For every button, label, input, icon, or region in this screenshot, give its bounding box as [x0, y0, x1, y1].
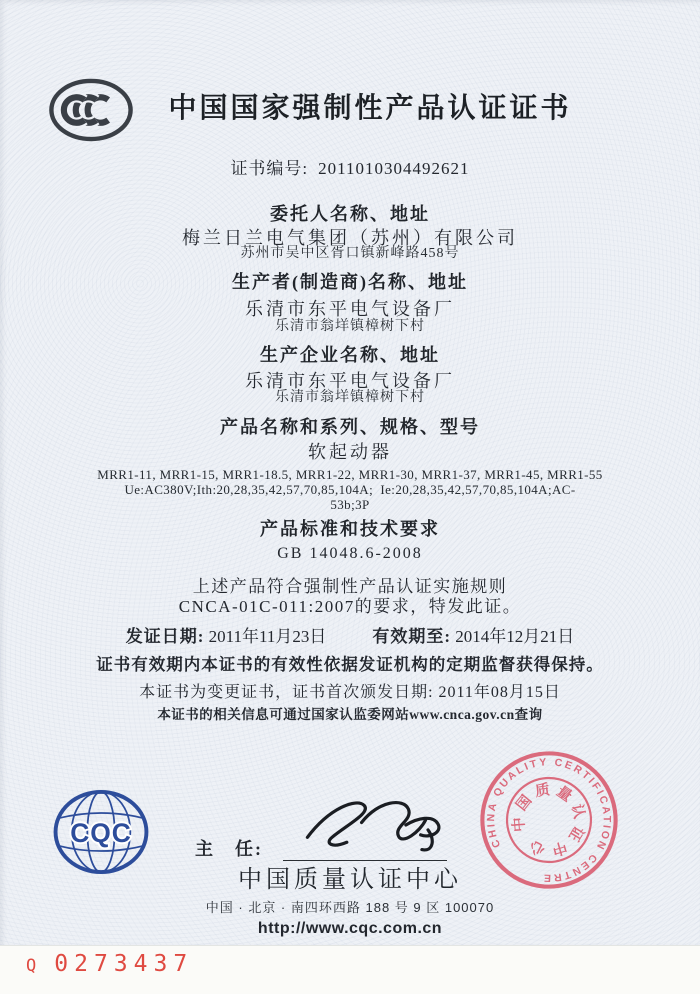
cqc-logo-text: CQC [70, 817, 132, 848]
certificate-number-line [0, 159, 700, 179]
manufacturer-name: 乐清市东平电气设备厂 [245, 299, 455, 319]
stamp-outer-text: CHINA QUALITY CERTIFICATION CENTRE [486, 757, 612, 883]
dates-row [0, 627, 700, 647]
lookup-note: 本证书的相关信息可通过国家认监委网站www.cnca.gov.cn查询 [157, 707, 543, 722]
statement-line1: 上述产品符合强制性产品认证实施规则 [192, 577, 508, 596]
issue-date-label: 发证日期: [125, 627, 205, 646]
validity-note: 证书有效期内本证书的有效性依据发证机构的定期监督获得保持。 [96, 655, 604, 674]
svg-text:CHINA QUALITY CERTIFICATION CE [476, 747, 622, 893]
stamp-inner-text: 中国质量认证中心 [510, 781, 588, 859]
product-heading: 产品名称和系列、规格、型号 [220, 417, 480, 437]
director-signature [300, 793, 465, 857]
issue-date-value: 2011年11月23日 [208, 627, 327, 646]
factory-address: 乐清市翁垟镇樟树下村 [275, 390, 425, 405]
certificate-number-label: 证书编号: [230, 159, 309, 178]
manufacturer-address: 乐清市翁垟镇樟树下村 [275, 319, 425, 334]
applicant-heading: 委托人名称、地址 [270, 204, 430, 224]
standard-heading: 产品标准和技术要求 [260, 519, 440, 539]
serial-prefix: Q [26, 956, 37, 976]
cqc-logo-icon [51, 789, 151, 875]
signature-line [283, 860, 447, 861]
expiry-date [372, 627, 574, 647]
serial-number [26, 951, 193, 977]
standard-value: GB 14048.6-2008 [277, 545, 423, 562]
product-spec-line2: 53b;3P [330, 497, 370, 512]
product-name: 软起动器 [308, 442, 392, 462]
cqc-stamp-seal [476, 747, 622, 893]
manufacturer-heading: 生产者(制造商)名称、地址 [232, 272, 468, 292]
issue-date [126, 627, 327, 647]
factory-name: 乐清市东平电气设备厂 [245, 371, 455, 391]
change-note: 本证书为变更证书，证书首次颁发日期: 2011年08月15日 [139, 684, 561, 701]
director-label: 主 任: [195, 839, 263, 859]
factory-heading: 生产企业名称、地址 [260, 345, 440, 365]
product-spec-line1: Ue:AC380V;Ith:20,28,35,42,57,70,85,104A; Ie:20,28,35,42,57,70,85,104A;AC- [124, 482, 576, 497]
organization-name: 中国质量认证中心 [238, 867, 462, 893]
statement-line2: CNCA-01C-011:2007的要求，特发此证。 [178, 597, 522, 616]
applicant-name: 梅兰日兰电气集团（苏州）有限公司 [182, 228, 518, 248]
expiry-date-value: 2014年12月21日 [455, 627, 575, 646]
expiry-date-label: 有效期至: [372, 627, 452, 646]
organization-website: http://www.cqc.com.cn [257, 920, 443, 937]
serial-digits: 0273437 [54, 951, 194, 977]
organization-address: 中国 · 北京 · 南四环西路 188 号 9 区 100070 [205, 900, 495, 915]
product-models: MRR1-11, MRR1-15, MRR1-18.5, MRR1-22, MRR1-30, MRR1-37, MRR1-45, MRR1-55 [97, 467, 603, 482]
applicant-address: 苏州市吴中区胥口镇新峰路458号 [240, 246, 460, 261]
certificate-title: 中国国家强制性产品认证证书 [168, 92, 572, 123]
certificate-number-value: 2011010304492621 [318, 159, 470, 178]
